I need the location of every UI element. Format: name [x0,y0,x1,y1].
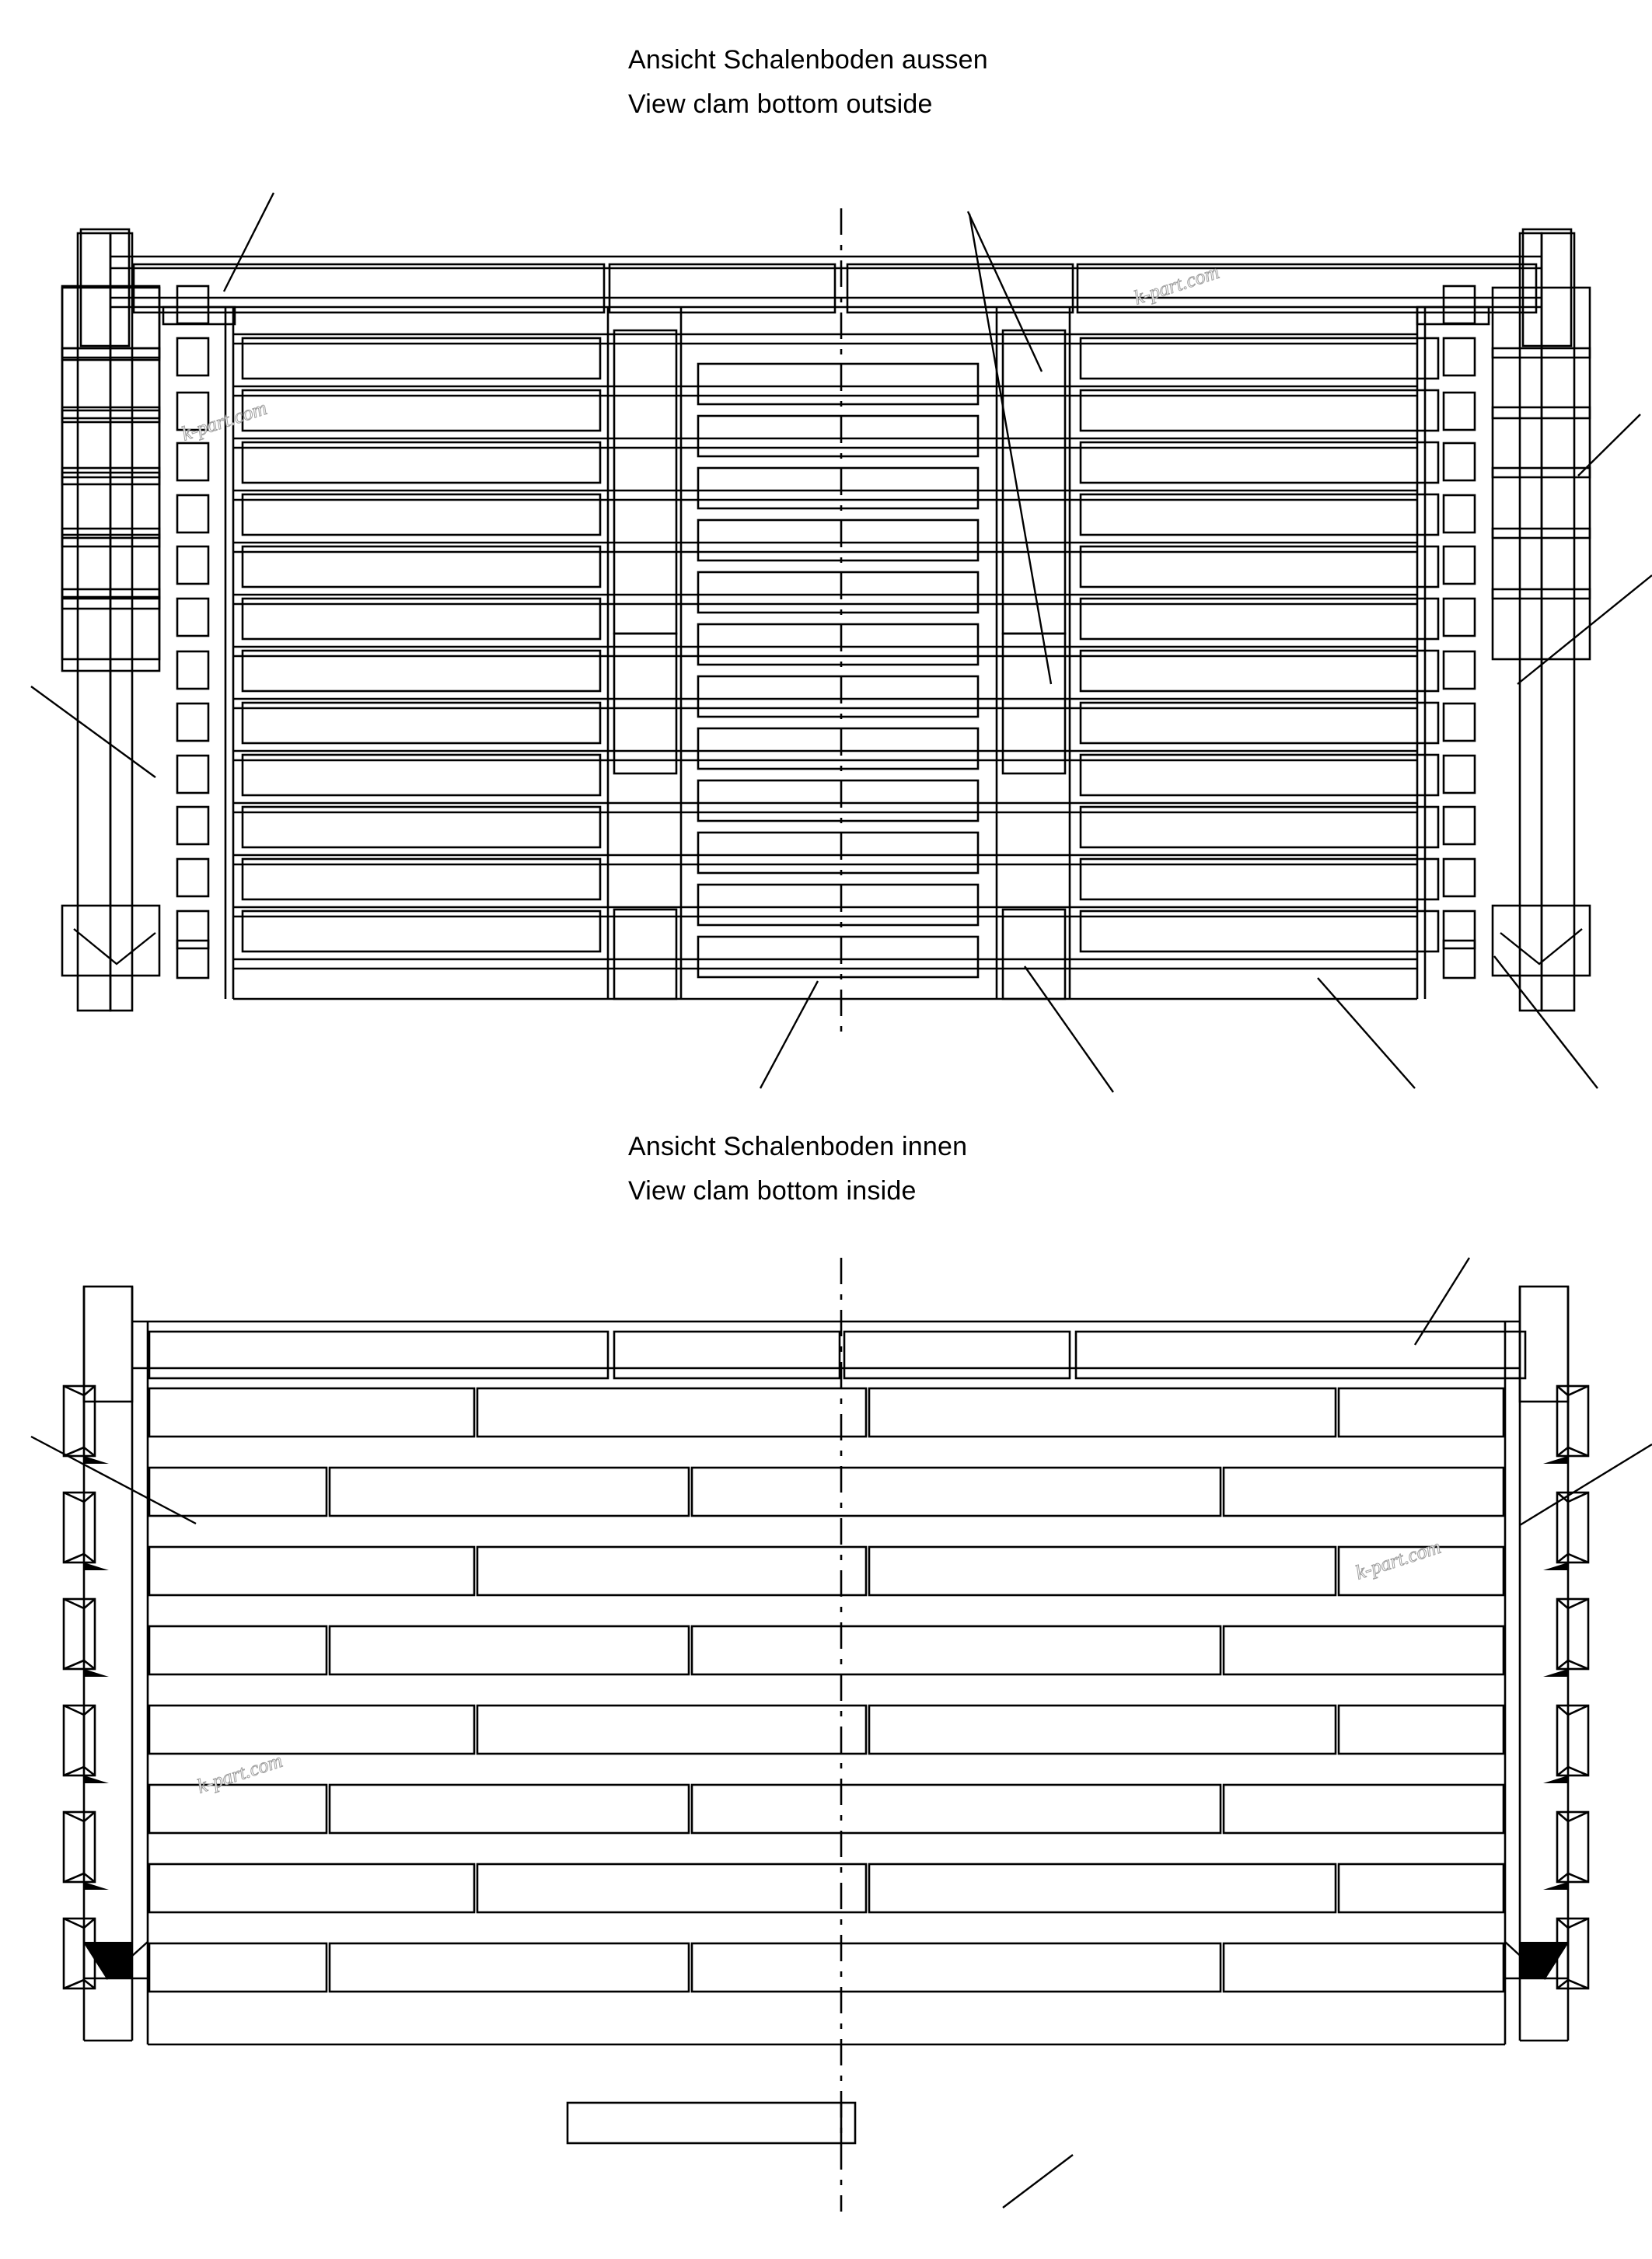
bottom-right-hinge-brackets [1543,1386,1588,1988]
top-right-post [1520,229,1574,1011]
top-center-vertical-slats [608,307,1070,999]
bottom-left-post [84,1287,132,2041]
top-left-post [78,229,132,1011]
bottom-left-weld-symbol [84,1942,148,1978]
top-right-square-holes [1444,286,1475,978]
watermark-k-part-4: k-part.com [1353,1535,1444,1584]
bottom-header-panels [149,1332,1525,1378]
top-header-panels [134,264,1536,312]
top-right-slat-boxes [1081,338,1438,951]
bottom-right-post [1520,1287,1568,2041]
bottom-left-hinge-brackets [64,1386,109,1988]
top-view-title-en: View clam bottom outside [628,89,933,119]
top-centerleft-slat-boxes [698,364,978,977]
top-left-slat-boxes [243,338,600,951]
bottom-view-title-de: Ansicht Schalenboden innen [628,1132,968,1161]
bottom-frame [132,1322,1520,2044]
bottom-view-title-en: View clam bottom inside [628,1176,917,1206]
bottom-detail-bar [568,2103,855,2143]
top-view-title-de: Ansicht Schalenboden aussen [628,45,988,75]
bottom-right-weld-symbol [1505,1942,1568,1978]
watermark-k-part-2: k-part.com [1131,260,1222,309]
top-view-group [31,193,1652,1092]
watermark-k-part-3: k-part.com [194,1748,285,1798]
bottom-plank-rows [149,1388,1504,1992]
top-left-square-holes [177,286,208,978]
watermark-k-part-1: k-part.com [179,396,270,445]
bottom-view-group [31,1258,1652,2212]
